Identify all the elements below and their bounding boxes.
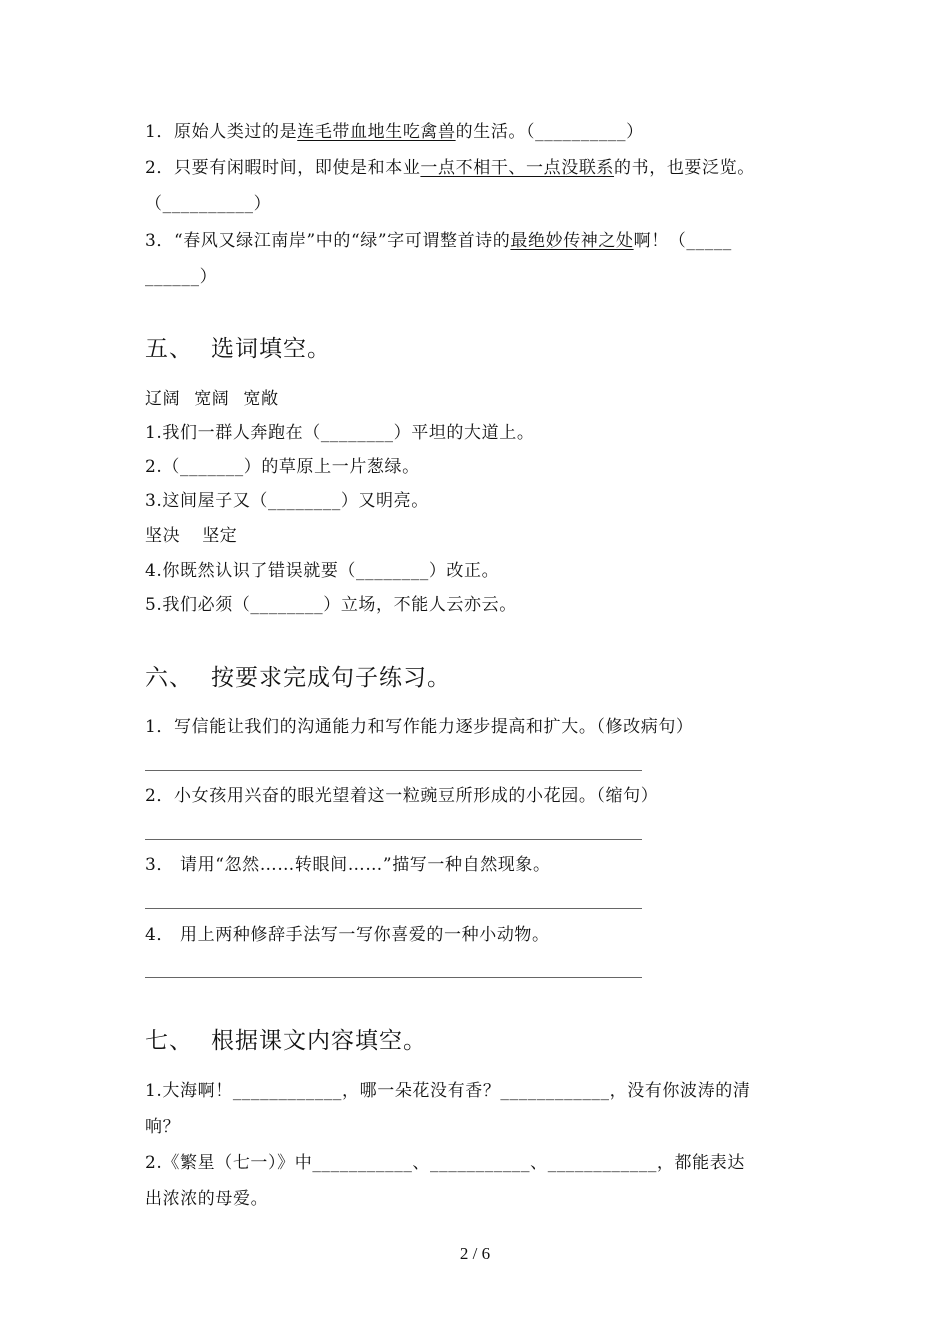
section-number: 七、 — [145, 1028, 193, 1054]
fill-item-continued: 响？ — [145, 1117, 181, 1137]
answer-blank[interactable]: 的生活。（__________） — [455, 122, 644, 142]
sentence-task: 3． 请用“忽然……转眼间……”描写一种自然现象。 — [145, 855, 551, 875]
answer-line[interactable] — [145, 770, 642, 771]
sentence-task: 1．写信能让我们的沟通能力和写作能力逐步提高和扩大。（修改病句） — [145, 717, 694, 737]
fill-item[interactable]: 1.大海啊！____________，哪一朵花没有香？____________，没有你波涛的清 — [145, 1081, 751, 1101]
fill-item[interactable]: 4.你既然认识了错误就要（________）改正。 — [145, 561, 500, 581]
answer-blank[interactable]: 啊！（_____ — [633, 231, 732, 251]
section-title: 选词填空。 — [211, 336, 331, 362]
word-option: 辽阔 — [145, 389, 181, 409]
question-4-3 — [145, 229, 732, 253]
question-text: 3．“春风又绿江南岸”中的“绿”字可谓整首诗的 — [145, 231, 511, 251]
section-5-heading — [145, 334, 331, 364]
answer-line[interactable] — [145, 977, 642, 978]
word-option: 坚定 — [202, 526, 238, 546]
answer-blank[interactable]: ______） — [145, 267, 218, 287]
question-4-2 — [145, 156, 755, 180]
underlined-phrase: 最绝妙传神之处 — [510, 231, 634, 251]
page-number: 2 / 6 — [459, 1244, 491, 1263]
fill-item[interactable]: 2.（_______）的草原上一片葱绿。 — [145, 457, 420, 477]
fill-item[interactable]: 3.这间屋子又（________）又明亮。 — [145, 491, 429, 511]
question-4-1 — [145, 120, 644, 144]
question-text: 的书，也要泛览。 — [614, 158, 755, 178]
fill-item[interactable]: 5.我们必须（________）立场，不能人云亦云。 — [145, 595, 517, 615]
section-number: 六、 — [145, 665, 193, 691]
fill-item[interactable]: 1.我们一群人奔跑在（________）平坦的大道上。 — [145, 423, 535, 443]
word-option: 宽敞 — [243, 389, 279, 409]
section-6-heading — [145, 663, 451, 693]
answer-line[interactable] — [145, 908, 642, 909]
word-bank-2 — [145, 524, 237, 548]
section-title: 按要求完成句子练习。 — [211, 665, 451, 691]
sentence-task: 4． 用上两种修辞手法写一写你喜爱的一种小动物。 — [145, 925, 550, 945]
word-option: 坚决 — [145, 526, 181, 546]
section-number: 五、 — [145, 336, 193, 362]
question-text: 1．原始人类过的是 — [145, 122, 298, 142]
answer-line[interactable] — [145, 839, 642, 840]
underlined-phrase: 一点不相干、一点没联系 — [420, 158, 615, 178]
section-title: 根据课文内容填空。 — [211, 1028, 427, 1054]
fill-item[interactable]: 2.《繁星（七一）》中___________、___________、____________，都能表达 — [145, 1153, 745, 1173]
word-option: 宽阔 — [194, 389, 230, 409]
question-text: 2．只要有闲暇时间，即使是和本业 — [145, 158, 421, 178]
answer-blank[interactable]: （__________） — [145, 194, 272, 214]
fill-item-continued: 出浓浓的母爱。 — [145, 1189, 269, 1209]
underlined-phrase: 连毛带血地生吃禽兽 — [297, 122, 456, 142]
section-7-heading — [145, 1026, 427, 1056]
sentence-task: 2．小女孩用兴奋的眼光望着这一粒豌豆所形成的小花园。（缩句） — [145, 786, 659, 806]
word-bank-1 — [145, 387, 279, 411]
